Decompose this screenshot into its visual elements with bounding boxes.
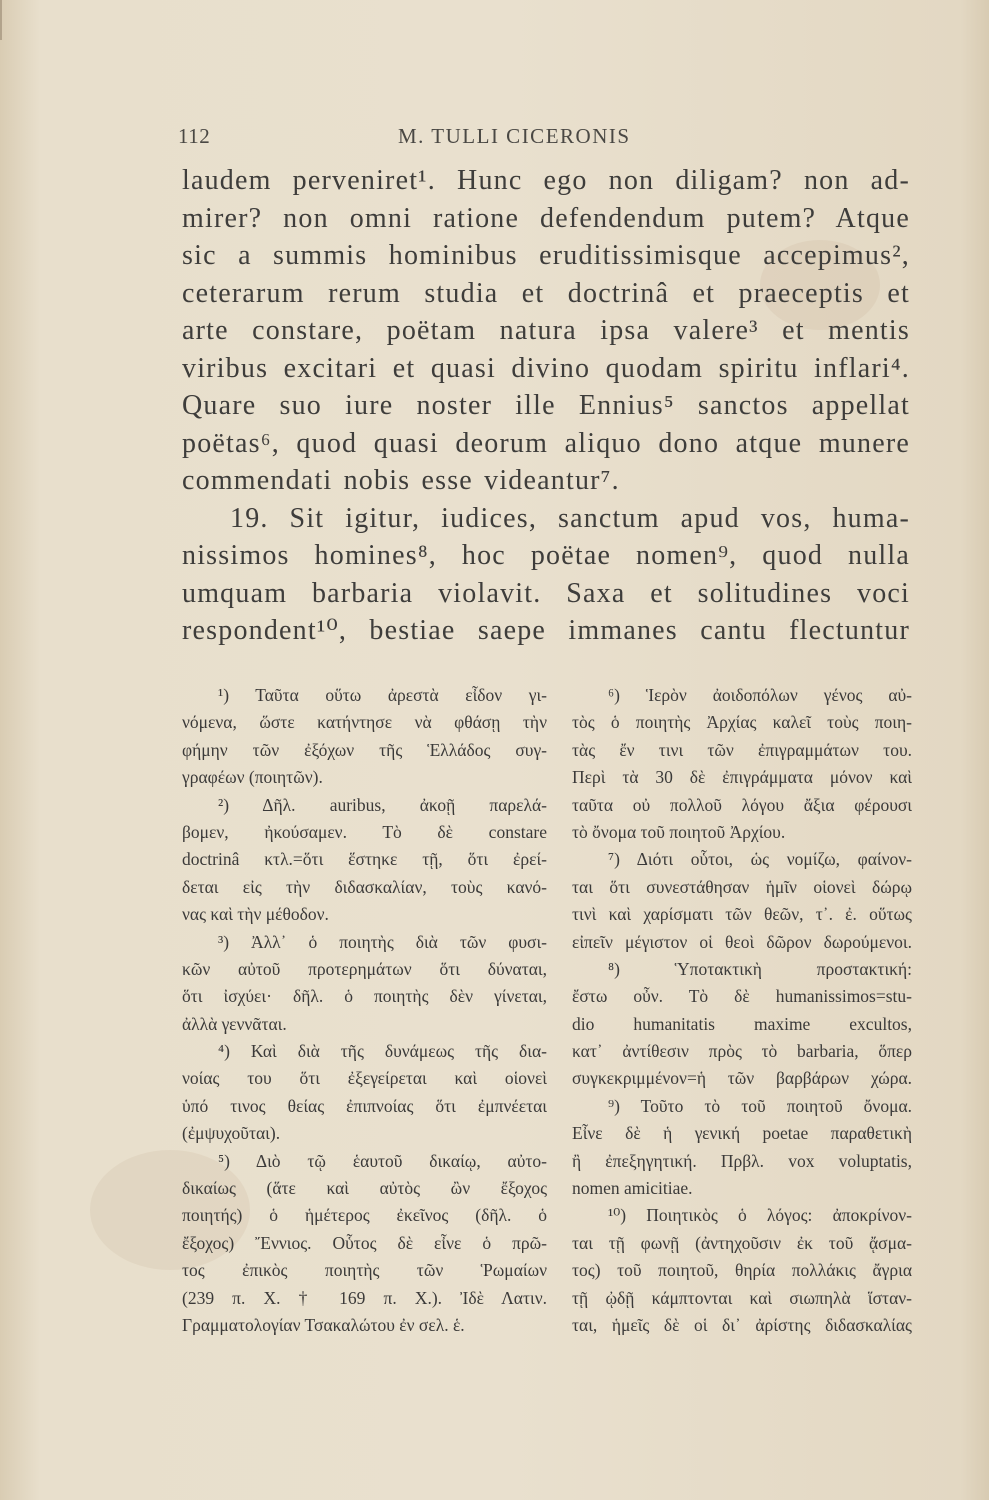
footnote-line: ἀλλὰ γεννᾶται. xyxy=(182,1013,287,1034)
footnote-line: τὰς ἔν τινι τῶν ἐπιγραμμάτων του. xyxy=(572,739,912,760)
page-header xyxy=(178,124,738,150)
footnote-line: ποιητής) ὁ ἡμέτερος ἐκεῖνος (δῆλ. ὁ xyxy=(182,1205,547,1226)
footnote-line: Γραμματολογίαν Τσακαλώτου ἐν σελ. ἑ. xyxy=(182,1314,465,1335)
main-text-line: laudem perveniret¹. Hunc ego non diligam? non ad- xyxy=(182,165,910,196)
running-head: M. TULLI CICERONIS xyxy=(398,124,631,148)
footnote-line: ⁵) Διὸ τῷ ἑαυτοῦ δικαίῳ, αὐτο- xyxy=(218,1150,547,1171)
main-text-line: sic a summis hominibus eruditissimisque accepimus², xyxy=(182,240,910,271)
footnote-line: nomen amicitiae. xyxy=(572,1178,693,1199)
footnote-line: (239 π. Χ. † 169 π. Χ.). Ἰδὲ Λατιν. xyxy=(182,1287,547,1308)
main-text-line: nissimos homines⁸, hoc poëtae nomen⁹, quod nulla xyxy=(182,540,910,571)
page-number: 112 xyxy=(178,124,211,148)
footnote-line: φήμην τῶν ἐξόχων τῆς Ἑλλάδος συγ- xyxy=(182,739,547,760)
footnote-line: ¹⁰) Ποιητικὸς ὁ λόγος: ἀποκρίνον- xyxy=(608,1205,912,1226)
footnote-line: δικαίως (ἅτε καὶ αὐτὸς ὢν ἔξοχος xyxy=(182,1178,547,1199)
footnote-line: ὅτι ἰσχύει· δῆλ. ὁ ποιητὴς δὲν γίνεται, xyxy=(182,986,547,1007)
footnote-line: εἰπεῖν μέγιστον οἱ θεοὶ δῶρον δωρούμενοι. xyxy=(572,931,912,952)
footnote-line: ¹) Ταῦτα οὕτω ἀρεστὰ εἶδον γι- xyxy=(218,685,547,705)
footnote-line: ὑπό τινος θείας ἐπιπνοίας ὅτι ἐμπνέεται xyxy=(182,1095,547,1116)
main-text-line: commendati nobis esse videantur⁷. xyxy=(182,465,620,496)
footnote-line: doctrinâ κτλ.=ὅτι ἕστηκε τῇ, ὅτι ἐρεί- xyxy=(182,849,547,870)
footnote-line: (ἐμψυχοῦται). xyxy=(182,1123,281,1144)
footnote-line: ἔξοχος) Ἔννιος. Οὗτος δὲ εἶνε ὁ πρῶ- xyxy=(182,1232,547,1253)
footnote-line: δεται εἰς τὴν διδασκαλίαν, τοὺς κανό- xyxy=(182,876,547,897)
footnote-line: ται τῇ φωνῇ (ἀντηχοῦσιν ἐκ τοῦ ᾄσμα- xyxy=(572,1232,912,1253)
main-text-line: arte constare, poëtam natura ipsa valere³ et mentis xyxy=(182,315,910,346)
main-text-line: respondent¹⁰, bestiae saepe immanes cantu flectuntur xyxy=(182,615,910,646)
footnote-line: κατ᾽ ἀντίθεσιν πρὸς τὸ barbaria, ὅπερ xyxy=(572,1041,912,1062)
footnote-line: dio humanitatis maxime excultos, xyxy=(572,1013,912,1034)
footnote-line: ³) Ἀλλ᾽ ὁ ποιητὴς διὰ τῶν φυσι- xyxy=(218,931,547,952)
main-text-line: 19. Sit igitur, iudices, sanctum apud vos, huma- xyxy=(230,502,910,534)
footnote-line: νας καὶ τὴν μέθοδον. xyxy=(182,904,329,925)
main-text-line: Quare suo iure noster ille Ennius⁵ sanctos appellat xyxy=(182,390,910,421)
footnote-line: συγκεκριμμένον=ἡ τῶν βαρβάρων χώρα. xyxy=(572,1068,912,1089)
main-text-line: viribus excitari et quasi divino quodam spiritu inflari⁴. xyxy=(182,352,910,384)
footnote-line: ἢ ἐπεξηγητική. Πρβλ. vox voluptatis, xyxy=(572,1150,912,1171)
footnote-line: ἔστω οὖν. Τὸ δὲ humanissimos=stu- xyxy=(572,986,912,1007)
footnote-line: ταῦτα οὐ πολλοῦ λόγου ἄξια φέρουσι xyxy=(572,794,912,815)
footnote-line: νοίας του ὅτι ἐξεγείρεται καὶ οἱονεὶ xyxy=(182,1068,547,1089)
footnote-line: ται ὅτι συνεστάθησαν ἡμῖν οἱονεὶ δώρῳ xyxy=(572,876,912,897)
footnote-line: ⁷) Διότι οὗτοι, ὡς νομίζω, φαίνον- xyxy=(608,849,912,870)
footnotes-left-column xyxy=(182,682,547,1339)
footnote-line: κῶν αὐτοῦ προτερημάτων ὅτι δύναται, xyxy=(182,958,547,979)
footnote-line: ⁴) Καὶ διὰ τῆς δυνάμεως τῆς δια- xyxy=(218,1041,547,1062)
main-text-line: mirer? non omni ratione defendendum putem? Atque xyxy=(182,202,910,234)
footnote-line: Εἶνε δὲ ἡ γενική poetae παραθετικὴ xyxy=(572,1123,912,1144)
footnote-line: ⁹) Τοῦτο τὸ τοῦ ποιητοῦ ὄνομα. xyxy=(608,1095,912,1116)
main-text-line: umquam barbaria violavit. Saxa et solitudines voci xyxy=(182,577,910,609)
footnote-line: ²) Δῆλ. auribus, ἀκοῇ παρελά- xyxy=(218,794,547,815)
footnote-line: τος ἐπικὸς ποιητὴς τῶν Ῥωμαίων xyxy=(182,1260,547,1281)
footnote-line: γραφέων (ποιητῶν). xyxy=(182,767,323,788)
footnote-line: νόμενα, ὥστε κατήντησε νὰ φθάσῃ τὴν xyxy=(182,712,547,733)
footnotes-right-column xyxy=(572,682,912,1339)
footnote-line: τῇ ᾠδῇ κάμπτονται καὶ σιωπηλὰ ἵσταν- xyxy=(572,1287,912,1308)
footnote-line: τος) τοῦ ποιητοῦ, θηρία πολλάκις ἄγρια xyxy=(572,1260,912,1281)
footnote-line: ται, ἡμεῖς δὲ οἱ δι᾽ ἀρίστης διδασκαλίας xyxy=(572,1314,912,1335)
footnote-line: τινὶ καὶ χαρίσματι τῶν θεῶν, τ᾽. ἐ. οὕτως xyxy=(572,904,912,925)
page-edge-mark xyxy=(0,0,16,40)
main-text-line: ceterarum rerum studia et doctrinâ et praeceptis et xyxy=(182,277,910,309)
footnote-line: ⁶) Ἱερὸν ἀοιδοπόλων γένος αὐ- xyxy=(608,685,912,705)
footnote-line: τὸ ὄνομα τοῦ ποιητοῦ Ἀρχίου. xyxy=(572,821,786,842)
footnote-line: βομεν, ἠκούσαμεν. Τὸ δὲ constare xyxy=(182,821,547,842)
footnote-line: τὸς ὁ ποιητὴς Ἀρχίας καλεῖ τοὺς ποιη- xyxy=(572,712,912,733)
footnote-line: Περὶ τὰ 30 δὲ ἐπιγράμματα μόνον καὶ xyxy=(572,767,912,788)
footnote-line: ⁸) Ὑποτακτικὴ προστακτική: xyxy=(608,958,912,979)
main-text-block xyxy=(182,162,910,650)
main-text-line: poëtas⁶, quod quasi deorum aliquo dono atque munere xyxy=(182,427,910,459)
